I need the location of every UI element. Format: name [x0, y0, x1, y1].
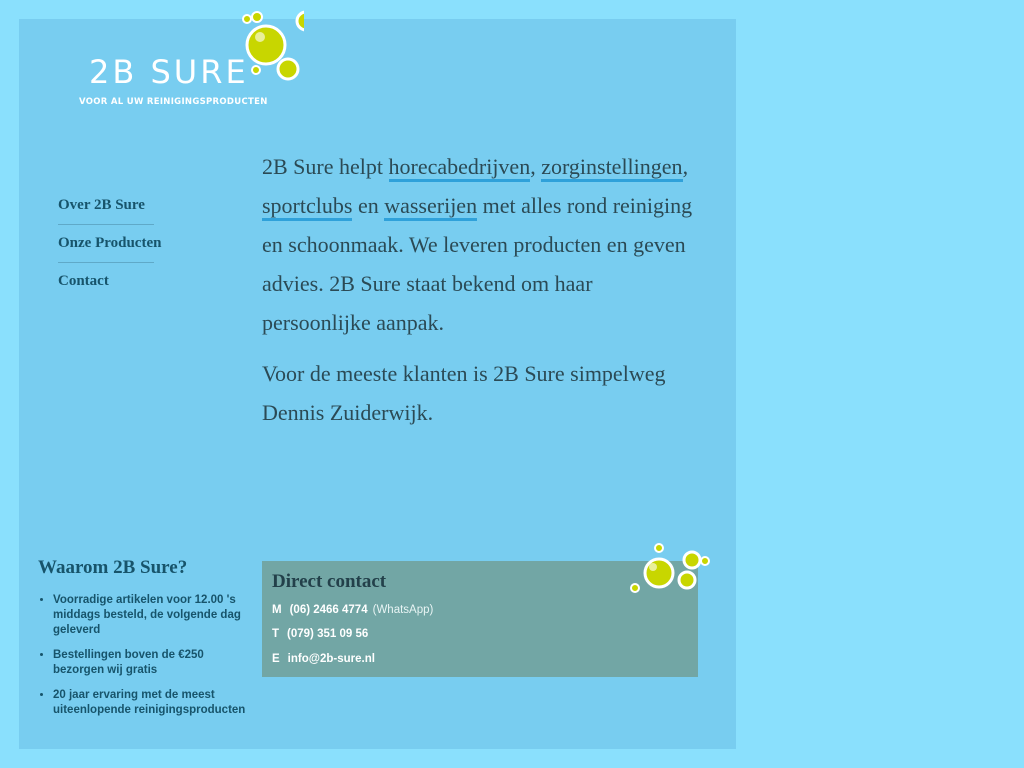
- mobile-label: M: [272, 604, 282, 616]
- contact-title: Direct contact: [272, 571, 387, 592]
- mobile-note: (WhatsApp): [372, 604, 434, 616]
- phone-label: T: [272, 628, 280, 640]
- contact-row-mobile: [272, 604, 433, 616]
- nav-item-contact[interactable]: Contact: [58, 273, 109, 289]
- intro-sep: ,: [530, 154, 536, 179]
- contact-bubbles-icon: [627, 539, 717, 599]
- intro-paragraph-2: Voor de meeste klanten is 2B Sure simpelweg Dennis Zuiderwijk.: [262, 361, 666, 425]
- intro-paragraph-1: [262, 147, 702, 342]
- link-sportclubs[interactable]: sportclubs: [262, 193, 352, 221]
- logo[interactable]: [49, 19, 319, 119]
- main-nav: [58, 197, 218, 310]
- list-item: • Bestellingen boven de €250 bezorgen wij gratis: [53, 648, 248, 678]
- list-item: • 20 jaar ervaring met de meest uiteenlopende reinigingsproducten: [53, 688, 248, 718]
- list-item: • Voorradige artikelen voor 12.00 's middags besteld, de volgende dag geleverd: [53, 593, 248, 638]
- link-horecabedrijven[interactable]: horecabedrijven: [389, 154, 531, 182]
- logo-name: 2B SURE: [89, 53, 249, 91]
- mobile-number[interactable]: (06) 2466 4774: [289, 604, 368, 616]
- email-label: E: [272, 653, 280, 665]
- logo-bubbles-icon: [214, 9, 304, 89]
- why-title: Waarom 2B Sure?: [38, 557, 188, 578]
- link-zorginstellingen[interactable]: zorginstellingen: [541, 154, 682, 182]
- link-wasserijen[interactable]: wasserijen: [384, 193, 477, 221]
- email-link[interactable]: info@2b-sure.nl: [287, 653, 375, 665]
- intro-sep: en: [352, 193, 385, 218]
- phone-number[interactable]: (079) 351 09 56: [287, 628, 369, 640]
- intro-text-end: met alles rond reiniging en schoonmaak. We leveren producten en geven advies. 2B Sure staat bekend om haar persoonlijke aanpak.: [262, 193, 693, 335]
- contact-row-email: [272, 653, 375, 665]
- content-panel: [19, 19, 736, 749]
- intro-text: [262, 147, 702, 444]
- logo-tagline: VOOR AL UW REINIGINGSPRODUCTEN: [79, 97, 268, 107]
- intro-sep: ,: [682, 154, 689, 179]
- why-list: [38, 593, 248, 718]
- nav-item-producten[interactable]: Onze Producten: [58, 235, 154, 263]
- nav-item-over[interactable]: Over 2B Sure: [58, 197, 154, 225]
- why-section: [38, 557, 248, 728]
- intro-text-start: 2B Sure helpt: [262, 154, 389, 179]
- contact-row-phone: [272, 628, 368, 640]
